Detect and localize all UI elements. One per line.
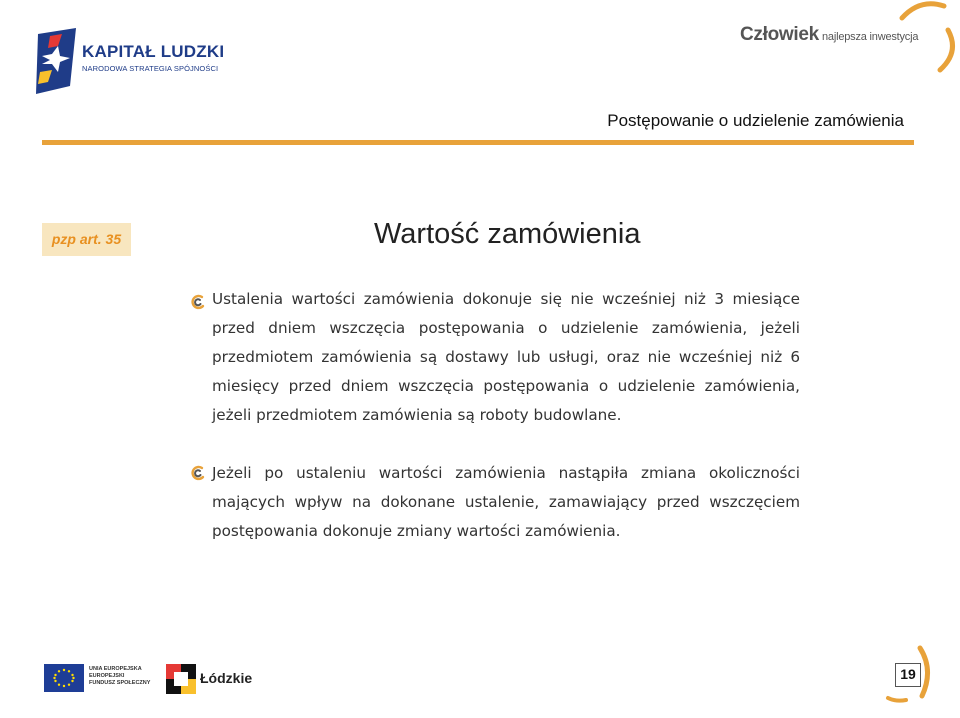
page-number-box [895, 663, 921, 687]
lodzkie-logo-icon [166, 664, 196, 694]
orange-arc-logo-icon [880, 0, 960, 80]
bullet-paragraph: Ustalenia wartości zamówienia dokonuje się nie wcześniej niż 3 miesiące przed dniem wszczęcia postępowania o udzielenie zamówienia, jeżeli przedmiotem zamówienia są dostawy lub usługi, oraz nie wcześniej niż 6 miesięcy przed dniem wszczęcia postępowania o udzielenie zamówienia, jeżeli przedmiotem zamówienia są roboty budowlane. [212, 290, 800, 424]
eu-fund-label [89, 666, 150, 687]
header-divider [42, 140, 914, 145]
page-number: 19 [900, 666, 916, 682]
page-header-title: Postępowanie o udzielenie zamówienia [607, 111, 904, 130]
eu-line: EUROPEJSKI [89, 673, 125, 679]
czlowiek-logo-word: Człowiek [740, 24, 819, 45]
legal-reference-text: pzp art. 35 [51, 231, 122, 247]
kapital-ludzki-title: KAPITAŁ LUDZKI [82, 42, 225, 61]
bullet-paragraph: Jeżeli po ustaleniu wartości zamówienia nastąpiła zmiana okoliczności mających wpływ na dokonane ustalenie, zamawiający przed wszczęciem postępowania dokonuje zmiany wartości zamówienia. [212, 464, 800, 540]
eu-line: FUNDUSZ SPOŁECZNY [89, 680, 151, 686]
legal-reference-tag [42, 223, 131, 256]
swirl-bullet-icon [190, 465, 206, 481]
eu-flag-icon [44, 664, 84, 692]
lodzkie-label: Łódzkie [200, 670, 253, 686]
eu-line: UNIA EUROPEJSKA [89, 666, 142, 672]
swirl-bullet-icon [190, 294, 206, 310]
kapital-ludzki-subtitle: NARODOWA STRATEGIA SPÓJNOŚCI [82, 64, 219, 73]
czlowiek-logo-tagline: najlepsza inwestycja [822, 31, 919, 43]
slide-title: Wartość zamówienia [374, 218, 641, 250]
